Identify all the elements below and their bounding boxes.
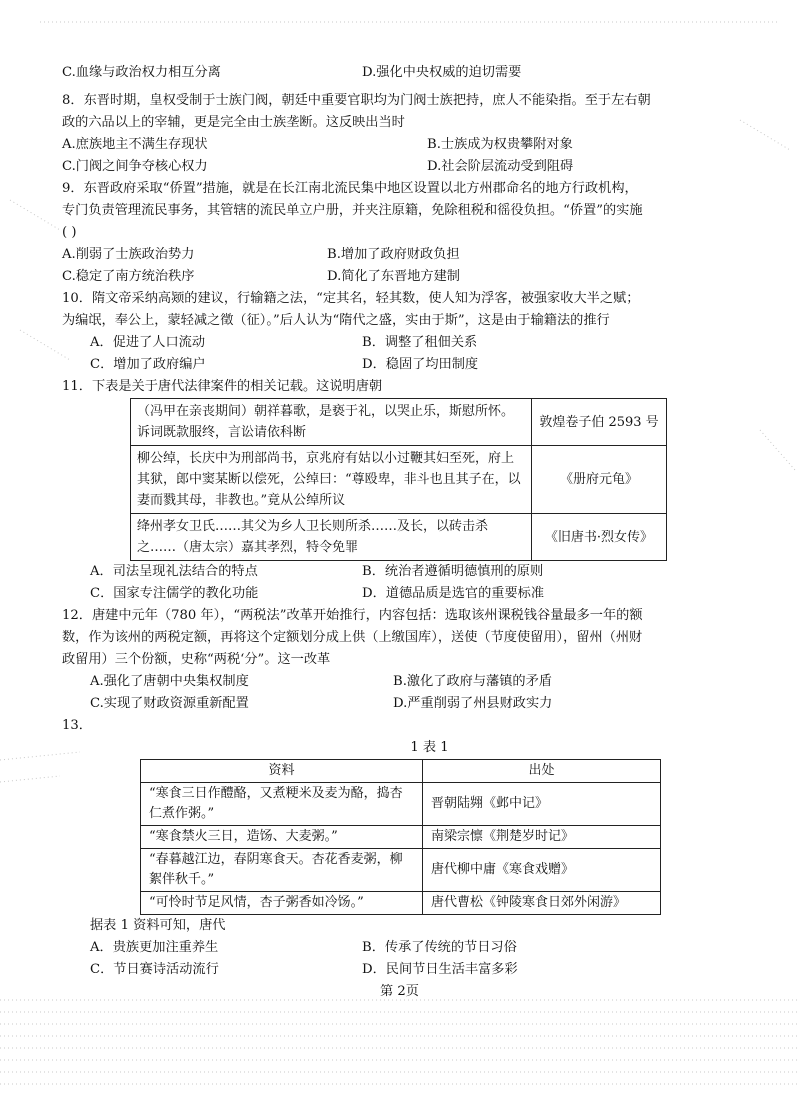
q13-number: 13． xyxy=(62,718,92,733)
q11-row2-text: 柳公绰，长庆中为刑部尚书，京兆府有姑以小过鞭其妇至死，府上其狱，郎中窦某断以偿死，公绰曰：“尊殴卑，非斗也且其子在，以妻而戮其母，非教也。”竟从公绰所议 xyxy=(131,446,532,514)
q12-option-b[interactable]: B.激化了政府与藩镇的矛盾 xyxy=(393,674,552,689)
q13-row3-source: 唐代柳中庸《寒食戏赠》 xyxy=(423,849,661,892)
q13-stem: 据表 1 资料可知，唐代 xyxy=(90,918,226,933)
q11-row3-source: 《旧唐书·烈女传》 xyxy=(532,514,667,561)
table-row xyxy=(131,446,667,514)
q9-stem-line3: ( ) xyxy=(62,225,77,240)
table-row xyxy=(141,849,661,892)
q7-option-d[interactable]: D.强化中央权威的迫切需要 xyxy=(362,65,522,80)
q13-header-material: 资料 xyxy=(141,760,423,783)
q10-option-c[interactable]: C．增加了政府编户 xyxy=(90,357,206,372)
q7-option-c[interactable]: C.血缘与政治权力相互分离 xyxy=(62,65,221,80)
q12-stem-line3: 政留用）三个份额，史称“两税‘分”。这一改革 xyxy=(62,652,331,667)
q10-stem-line1: 10．隋文帝采纳高颎的建议，行输籍之法，“定其名，轻其数，使人知为浮客，被强家收大半之赋； xyxy=(62,291,640,306)
q12-stem-line2: 数，作为该州的两税定额，再将这个定额划分成上供（上缴国库），送使（节度使留用），留州（州财 xyxy=(62,630,643,645)
q11-options-row2 xyxy=(62,583,737,605)
q11-option-b[interactable]: B．统治者遵循明德慎刑的原则 xyxy=(362,564,544,579)
q9-options-row1 xyxy=(62,244,737,266)
q7-options-row xyxy=(62,62,737,84)
q8-option-d[interactable]: D.社会阶层流动受到阻碍 xyxy=(427,159,574,174)
q13-options-row1 xyxy=(62,937,737,959)
q13-header-source: 出处 xyxy=(423,760,661,783)
q11-row3-text: 绛州孝女卫氏……其父为乡人卫长则所杀……及长，以砖击杀之……（唐太宗）嘉其孝烈，特令免罪 xyxy=(131,514,532,561)
q13-row1-text: “寒食三日作醴酪，又煮粳米及麦为酪，捣杏仁煮作粥。” xyxy=(141,783,423,826)
q11-table xyxy=(130,398,667,561)
q8-options-row1 xyxy=(62,134,737,156)
q13-row4-source: 唐代曹松《钟陵寒食日郊外闲游》 xyxy=(423,892,661,915)
q13-option-d[interactable]: D．民间节日生活丰富多彩 xyxy=(362,962,518,977)
table-row xyxy=(131,399,667,446)
q10-options-row2 xyxy=(62,354,737,376)
q13-option-a[interactable]: A．贵族更加注重养生 xyxy=(90,940,219,955)
q8-option-a[interactable]: A.庶族地主不满生存现状 xyxy=(62,137,208,152)
q13-row4-text: “可怜时节足风情，杏子粥香如冷饧。” xyxy=(141,892,423,915)
q11-options-row1 xyxy=(62,561,737,583)
table-row xyxy=(131,514,667,561)
exam-page xyxy=(62,62,737,1003)
q11-row1-text: （冯甲在亲丧期间）朝祥暮歌，是亵于礼，以哭止乐，斯慰所怀。诉词既款服终，言讼请依科断 xyxy=(131,399,532,446)
q9-options-row2 xyxy=(62,266,737,288)
q11-row2-source: 《册府元龟》 xyxy=(532,446,667,514)
q8-option-b[interactable]: B.士族成为权贵攀附对象 xyxy=(427,137,573,152)
table-row xyxy=(141,783,661,826)
q11-option-d[interactable]: D．道德品质是选官的重要标准 xyxy=(362,586,545,601)
q12-option-d[interactable]: D.严重削弱了州县财政实力 xyxy=(393,696,553,711)
q13-table-caption: 1 表 1 xyxy=(410,740,449,755)
table-row xyxy=(141,826,661,849)
q11-stem: 11．下表是关于唐代法律案件的相关记载。这说明唐朝 xyxy=(62,379,383,394)
q11-row1-source: 敦煌卷子伯 2593 号 xyxy=(532,399,667,446)
q13-option-b[interactable]: B．传承了传统的节日习俗 xyxy=(362,940,517,955)
q12-options-row2 xyxy=(62,693,737,715)
q8-options-row2 xyxy=(62,156,737,178)
q12-options-row1 xyxy=(62,671,737,693)
q13-row1-source: 晋朝陆翙《邺中记》 xyxy=(423,783,661,826)
q9-option-b[interactable]: B.增加了政府财政负担 xyxy=(327,247,460,262)
q11-option-a[interactable]: A．司法呈现礼法结合的特点 xyxy=(90,564,258,579)
q9-option-c[interactable]: C.稳定了南方统治秩序 xyxy=(62,269,195,284)
page-number: 第 2页 xyxy=(380,984,419,999)
q12-option-c[interactable]: C.实现了财政资源重新配置 xyxy=(90,696,249,711)
q8-stem-line1: 8．东晋时期，皇权受制于士族门阀，朝廷中重要官职均为门阀士族把持，庶人不能染指。至于左右朝 xyxy=(62,93,651,108)
q13-table xyxy=(140,759,661,915)
table-row xyxy=(141,892,661,915)
q9-stem-line2: 专门负责管理流民事务，其管辖的流民单立户册，并夹注原籍，免除租税和徭役负担。“侨置”的实施 xyxy=(62,203,643,218)
q9-stem-line1: 9．东晋政府采取“侨置”措施，就是在长江南北流民集中地区设置以北方州郡命名的地方行政机构， xyxy=(62,181,638,196)
q8-option-c[interactable]: C.门阀之间争夺核心权力 xyxy=(62,159,208,174)
q10-option-b[interactable]: B．调整了租佃关系 xyxy=(362,335,478,350)
q12-option-a[interactable]: A.强化了唐朝中央集权制度 xyxy=(90,674,249,689)
q13-row3-text: “春暮越江边，春阴寒食天。杏花香麦粥，柳絮伴秋千。” xyxy=(141,849,423,892)
q10-option-a[interactable]: A．促进了人口流动 xyxy=(90,335,206,350)
q13-option-c[interactable]: C．节日赛诗活动流行 xyxy=(90,962,219,977)
q10-options-row1 xyxy=(62,332,737,354)
q13-options-row2 xyxy=(62,959,737,981)
q9-option-a[interactable]: A.削弱了士族政治势力 xyxy=(62,247,195,262)
q11-option-c[interactable]: C．国家专注儒学的教化功能 xyxy=(90,586,259,601)
q10-stem-line2: 为编氓，奉公上，蒙轻减之徵（征）。”后人认为“隋代之盛，实由于斯”，这是由于输籍法的推行 xyxy=(62,313,610,328)
q13-row2-source: 南梁宗懔《荆楚岁时记》 xyxy=(423,826,661,849)
table-header-row xyxy=(141,760,661,783)
q8-stem-line2: 政的六品以上的宰辅，更是完全由士族垄断。这反映出当时 xyxy=(62,115,405,130)
q12-stem-line1: 12．唐建中元年（780 年），“两税法”改革开始推行，内容包括：选取该州课税钱谷量最多一年的额 xyxy=(62,608,643,623)
q9-option-d[interactable]: D.简化了东晋地方建制 xyxy=(327,269,460,284)
q13-row2-text: “寒食禁火三日，造饧、大麦粥。” xyxy=(141,826,423,849)
q10-option-d[interactable]: D．稳固了均田制度 xyxy=(362,357,479,372)
